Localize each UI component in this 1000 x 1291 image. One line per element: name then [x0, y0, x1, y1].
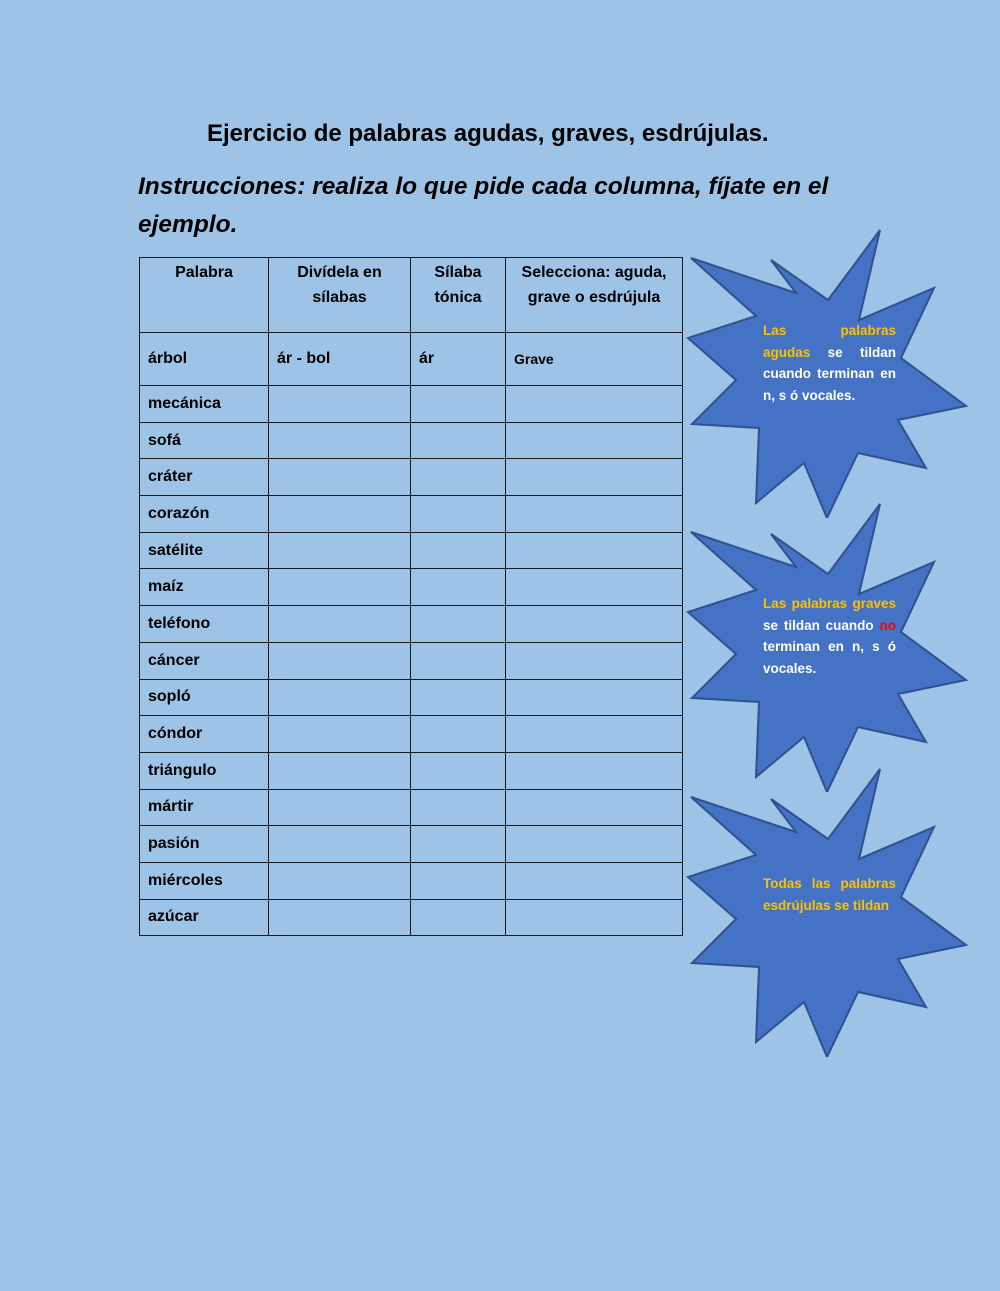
- classification-answer-cell[interactable]: [506, 459, 683, 496]
- stressed-syllable-answer-cell[interactable]: [411, 532, 506, 569]
- table-row: [140, 752, 683, 789]
- word-cell: cáncer: [140, 642, 269, 679]
- table-row: [140, 459, 683, 496]
- note-graves-pre: se tildan cuando: [763, 617, 874, 633]
- word-cell: miércoles: [140, 862, 269, 899]
- note-graves-rest: terminan en n, s ó vocales.: [763, 639, 896, 676]
- classification-answer-cell[interactable]: [506, 422, 683, 459]
- word-cell: maíz: [140, 569, 269, 606]
- word-cell: mártir: [140, 789, 269, 826]
- syllables-answer-cell[interactable]: [269, 532, 411, 569]
- classification-answer-cell[interactable]: [506, 752, 683, 789]
- note-esdrujulas-text: [763, 873, 896, 916]
- note-esdrujulas-highlight: Todas las palabras esdrújulas se tildan: [763, 876, 896, 913]
- stressed-syllable-answer-cell[interactable]: [411, 642, 506, 679]
- word-cell: corazón: [140, 496, 269, 533]
- classification-answer-cell[interactable]: [506, 496, 683, 533]
- example-word: árbol: [140, 333, 269, 386]
- stressed-syllable-answer-cell[interactable]: [411, 826, 506, 863]
- syllables-answer-cell[interactable]: [269, 789, 411, 826]
- syllables-answer-cell[interactable]: [269, 569, 411, 606]
- stressed-syllable-answer-cell[interactable]: [411, 386, 506, 423]
- example-classification: Grave: [506, 333, 683, 386]
- syllables-answer-cell[interactable]: [269, 422, 411, 459]
- word-cell: satélite: [140, 532, 269, 569]
- note-agudas-starburst: [686, 228, 976, 518]
- syllables-answer-cell[interactable]: [269, 679, 411, 716]
- syllables-answer-cell[interactable]: [269, 386, 411, 423]
- exercise-table: [139, 257, 683, 936]
- example-syllables: ár - bol: [269, 333, 411, 386]
- stressed-syllable-answer-cell[interactable]: [411, 789, 506, 826]
- table-row: [140, 496, 683, 533]
- table-row: [140, 569, 683, 606]
- table-row: [140, 532, 683, 569]
- classification-answer-cell[interactable]: [506, 789, 683, 826]
- stressed-syllable-answer-cell[interactable]: [411, 422, 506, 459]
- note-graves-emphasis: no: [879, 617, 896, 633]
- header-silaba-tonica: Sílaba tónica: [411, 258, 506, 333]
- syllables-answer-cell[interactable]: [269, 496, 411, 533]
- example-stressed-syllable: ár: [411, 333, 506, 386]
- syllables-answer-cell[interactable]: [269, 826, 411, 863]
- note-graves-starburst: [686, 502, 976, 792]
- word-cell: pasión: [140, 826, 269, 863]
- word-cell: cráter: [140, 459, 269, 496]
- syllables-answer-cell[interactable]: [269, 862, 411, 899]
- classification-answer-cell[interactable]: [506, 899, 683, 936]
- stressed-syllable-answer-cell[interactable]: [411, 496, 506, 533]
- stressed-syllable-answer-cell[interactable]: [411, 606, 506, 643]
- table-row: [140, 716, 683, 753]
- classification-answer-cell[interactable]: [506, 826, 683, 863]
- classification-answer-cell[interactable]: [506, 716, 683, 753]
- header-clasificacion: Selecciona: aguda, grave o esdrújula: [506, 258, 683, 333]
- classification-answer-cell[interactable]: [506, 679, 683, 716]
- note-agudas-highlight: Las palabras agudas: [763, 323, 896, 360]
- table-row: [140, 899, 683, 936]
- header-silabas: Divídela en sílabas: [269, 258, 411, 333]
- stressed-syllable-answer-cell[interactable]: [411, 459, 506, 496]
- table-row: [140, 679, 683, 716]
- word-cell: teléfono: [140, 606, 269, 643]
- table-header-row: [140, 258, 683, 333]
- note-agudas-rest: se tildan cuando terminan en n, s ó vocales.: [763, 344, 896, 403]
- word-cell: cóndor: [140, 716, 269, 753]
- note-graves-text: [763, 593, 896, 679]
- word-cell: triángulo: [140, 752, 269, 789]
- classification-answer-cell[interactable]: [506, 569, 683, 606]
- stressed-syllable-answer-cell[interactable]: [411, 569, 506, 606]
- note-esdrujulas-starburst: [686, 767, 976, 1057]
- classification-answer-cell[interactable]: [506, 642, 683, 679]
- table-row: [140, 789, 683, 826]
- stressed-syllable-answer-cell[interactable]: [411, 716, 506, 753]
- word-cell: azúcar: [140, 899, 269, 936]
- example-row: [140, 333, 683, 386]
- stressed-syllable-answer-cell[interactable]: [411, 679, 506, 716]
- classification-answer-cell[interactable]: [506, 532, 683, 569]
- word-cell: sofá: [140, 422, 269, 459]
- classification-answer-cell[interactable]: [506, 862, 683, 899]
- syllables-answer-cell[interactable]: [269, 459, 411, 496]
- table-row: [140, 642, 683, 679]
- word-cell: sopló: [140, 679, 269, 716]
- note-graves-highlight: Las palabras graves: [763, 596, 896, 611]
- table-row: [140, 422, 683, 459]
- classification-answer-cell[interactable]: [506, 606, 683, 643]
- worksheet-title: Ejercicio de palabras agudas, graves, esdrújulas.: [207, 120, 769, 147]
- table-row: [140, 606, 683, 643]
- syllables-answer-cell[interactable]: [269, 716, 411, 753]
- syllables-answer-cell[interactable]: [269, 642, 411, 679]
- syllables-answer-cell[interactable]: [269, 899, 411, 936]
- table-row: [140, 826, 683, 863]
- stressed-syllable-answer-cell[interactable]: [411, 862, 506, 899]
- instructions-text: Instrucciones: realiza lo que pide cada columna, fíjate en el ejemplo.: [138, 173, 829, 238]
- table-row: [140, 862, 683, 899]
- note-agudas-text: [763, 320, 896, 406]
- classification-answer-cell[interactable]: [506, 386, 683, 423]
- table-row: [140, 386, 683, 423]
- header-palabra: Palabra: [140, 258, 269, 333]
- syllables-answer-cell[interactable]: [269, 752, 411, 789]
- syllables-answer-cell[interactable]: [269, 606, 411, 643]
- stressed-syllable-answer-cell[interactable]: [411, 899, 506, 936]
- stressed-syllable-answer-cell[interactable]: [411, 752, 506, 789]
- word-cell: mecánica: [140, 386, 269, 423]
